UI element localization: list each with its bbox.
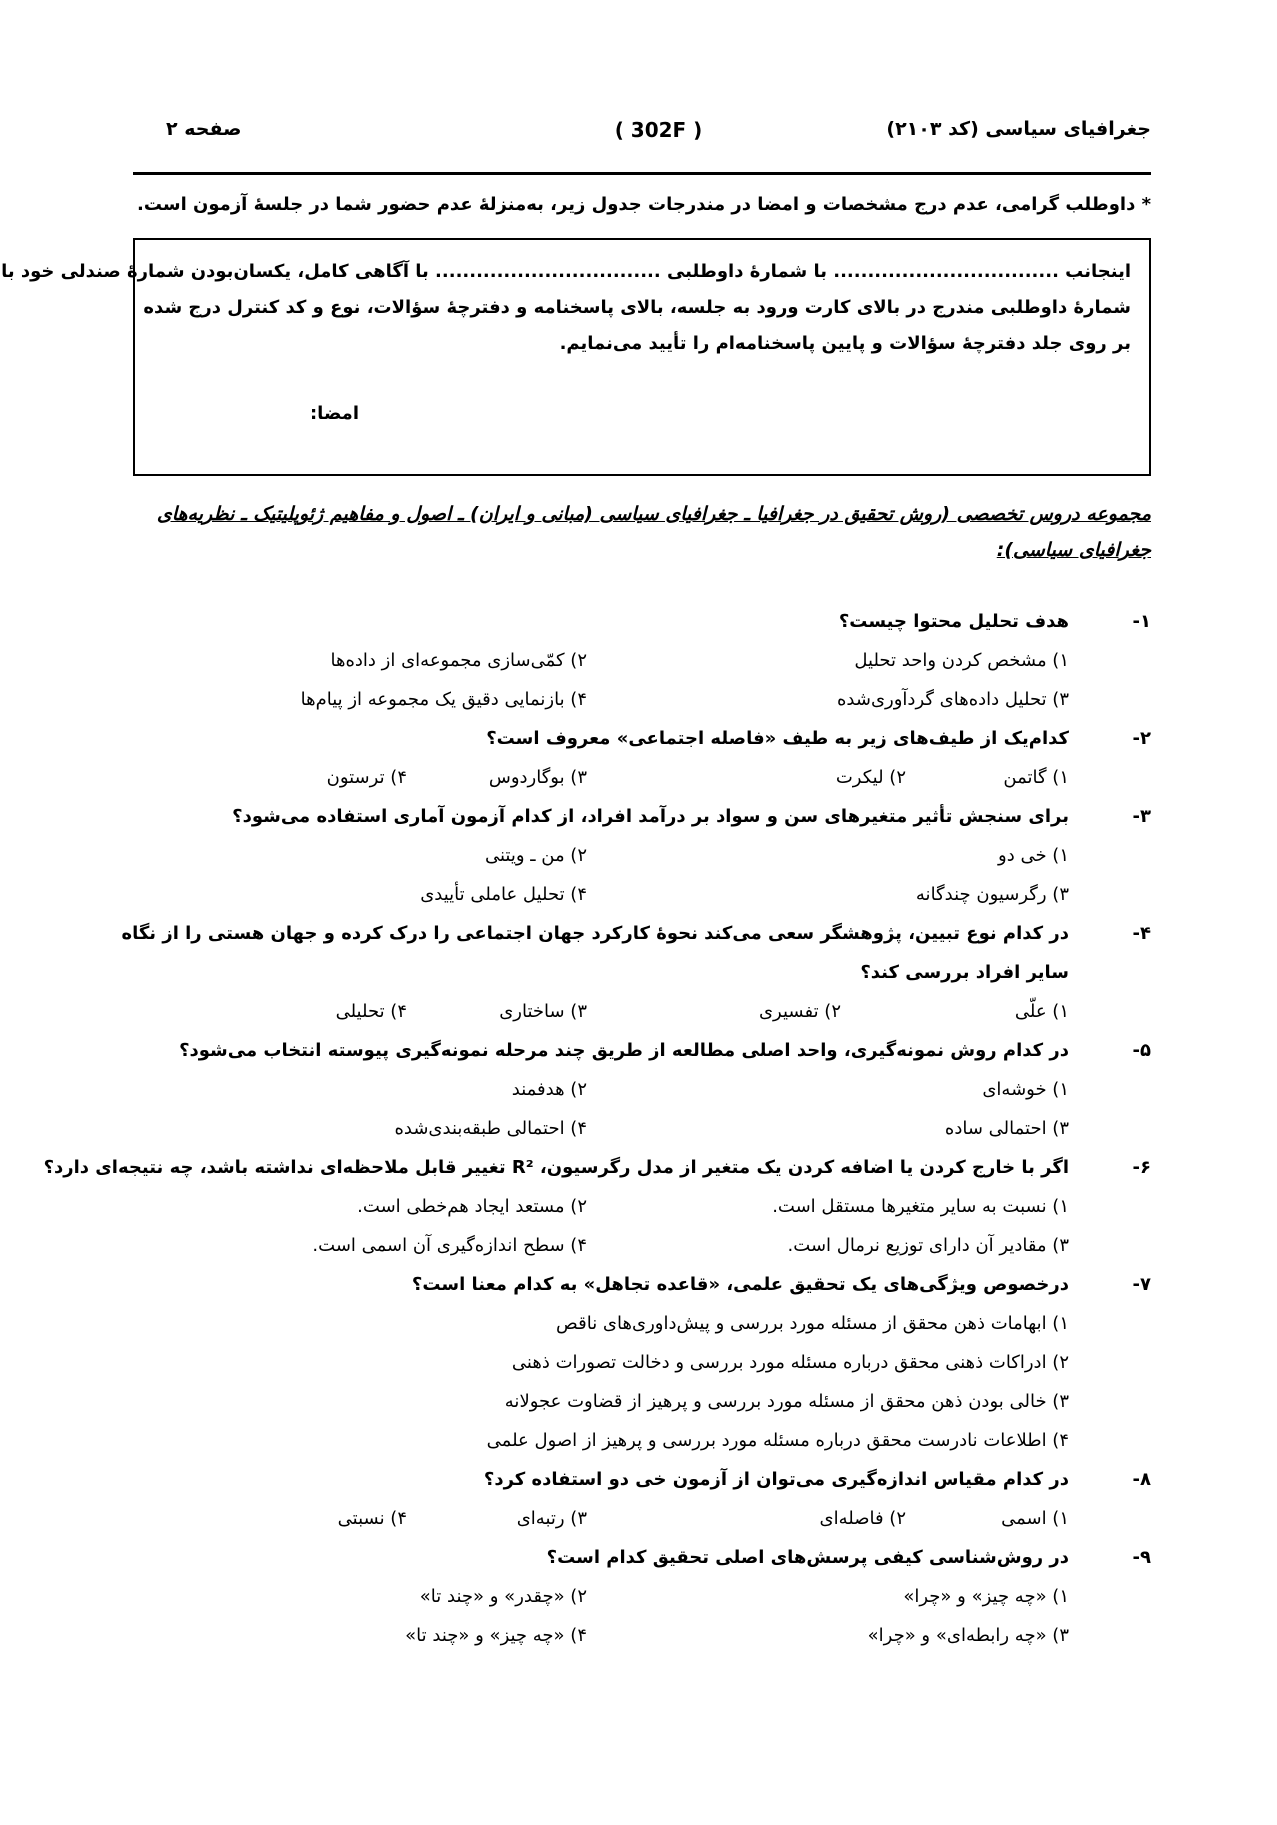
section-title-line-2: جغرافیای سیاسی):: [996, 539, 1151, 561]
page-number: صفحه ۲: [166, 118, 242, 140]
header-rule: [133, 172, 1151, 175]
option-4: ۴) سطح اندازه‌گیری آن اسمی است.: [312, 1235, 587, 1256]
exam-title: جغرافیای سیاسی (کد ۲۱۰۳): [886, 118, 1151, 140]
question-number: ۶-: [1132, 1157, 1151, 1178]
question-text: در کدام نوع تبیین، پژوهشگر سعی می‌کند نحوهٔ کارکرد جهان اجتماعی را درک کرده و جهان هستی را از نگاه: [121, 923, 1069, 944]
option-2: ۲) هدفمند: [511, 1079, 587, 1100]
question-3: [121, 797, 1151, 914]
option-3: ۳) ساختاری: [499, 1001, 587, 1022]
option-2: ۲) لیکرت: [835, 767, 906, 788]
question-6: [43, 1148, 1151, 1265]
option-4: ۴) تحلیل عاملی تأییدی: [420, 884, 587, 905]
option-4: ۴) ترستون: [326, 767, 407, 788]
option-1: ۱) نسبت به سایر متغیرها مستقل است.: [772, 1196, 1069, 1217]
question-text: کدام‌یک از طیف‌های زیر به طیف «فاصله اجتماعی» معروف است؟: [486, 728, 1069, 749]
option-3: ۳) رتبه‌ای: [516, 1508, 587, 1529]
candidate-notice: * داوطلب گرامی، عدم درج مشخصات و امضا در مندرجات جدول زیر، به‌منزلهٔ عدم حضور شما در جلسهٔ آزمون است.: [137, 194, 1151, 215]
option-1: ۱) مشخص کردن واحد تحلیل: [854, 650, 1069, 671]
option-4: ۴) نسبتی: [337, 1508, 407, 1529]
question-text: اگر با خارج کردن یا اضافه کردن یک متغیر از مدل رگرسیون، R² تغییر قابل ملاحظه‌ای نداشته باشد، چه نتیجه‌ای دارد؟: [43, 1157, 1069, 1178]
question-number: ۳-: [1132, 806, 1151, 827]
declaration-line-1: اینجانب ................................. با شمارهٔ داوطلبی ................................. با آگاهی کامل، یکسان‌بودن شمارهٔ صندلی خود با: [1, 261, 1131, 282]
question-9: [121, 1538, 1151, 1655]
option-3: ۳) احتمالی ساده: [944, 1118, 1069, 1139]
option-1: ۱) گاتمن: [1003, 767, 1069, 788]
section-title-line-1: مجموعه دروس تخصصی (روش تحقیق در جغرافیا ـ جغرافیای سیاسی (مبانی و ایران) ـ اصول و مفاهیم ژئوپلیتیک ـ نظریه‌های: [156, 503, 1151, 525]
question-8: [121, 1460, 1151, 1538]
question-text: در کدام مقیاس اندازه‌گیری می‌توان از آزمون خی دو استفاده کرد؟: [483, 1469, 1069, 1490]
option-1: ۱) «چه چیز» و «چرا»: [903, 1586, 1069, 1607]
declaration-box: [1, 238, 1151, 476]
question-5: [121, 1031, 1151, 1148]
page-header: [166, 118, 1151, 152]
option-1: ۱) خوشه‌ای: [982, 1079, 1069, 1100]
option-3: ۳) تحلیل داده‌های گردآوری‌شده: [837, 689, 1069, 710]
question-list: [43, 602, 1151, 1655]
option-4: ۴) بازنمایی دقیق یک مجموعه از پیام‌ها: [300, 689, 587, 710]
option-4: ۴) احتمالی طبقه‌بندی‌شده: [394, 1118, 587, 1139]
option-3: ۳) «چه رابطه‌ای» و «چرا»: [867, 1625, 1069, 1646]
question-number: ۷-: [1132, 1274, 1151, 1295]
question-number: ۲-: [1132, 728, 1151, 749]
question-number: ۱-: [1132, 611, 1151, 632]
option-3: ۳) مقادیر آن دارای توزیع نرمال است.: [787, 1235, 1069, 1256]
question-4: [121, 914, 1151, 1031]
option-1: ۱) ابهامات ذهن محقق از مسئله مورد بررسی و پیش‌داوری‌های ناقص: [556, 1313, 1069, 1334]
option-2: ۲) ادراکات ذهنی محقق درباره مسئله مورد بررسی و دخالت تصورات ذهنی: [511, 1352, 1069, 1373]
question-text-continued: سایر افراد بررسی کند؟: [860, 962, 1069, 983]
option-1: ۱) خی دو: [998, 845, 1069, 866]
option-3: ۳) رگرسیون چندگانه: [915, 884, 1069, 905]
option-1: ۱) اسمی: [1001, 1508, 1069, 1529]
question-7: [121, 1265, 1151, 1460]
section-title: [131, 496, 1151, 568]
declaration-line-2: شمارهٔ داوطلبی مندرج در بالای کارت ورود به جلسه، بالای پاسخنامه و دفترچهٔ سؤالات، نوع و کد کنترل درج شده: [143, 297, 1131, 318]
option-4: ۴) تحلیلی: [335, 1001, 407, 1022]
signature-label: امضا:: [309, 403, 359, 424]
declaration-line-3: بر روی جلد دفترچهٔ سؤالات و پایین پاسخنامه‌ام را تأیید می‌نمایم.: [559, 333, 1131, 354]
question-text: در کدام روش نمونه‌گیری، واحد اصلی مطالعه از طریق چند مرحله نمونه‌گیری پیوسته انتخاب می‌شود؟: [179, 1040, 1069, 1061]
question-text: برای سنجش تأثیر متغیرهای سن و سواد بر درآمد افراد، از کدام آزمون آماری استفاده می‌شود؟: [232, 806, 1069, 827]
question-1: [121, 602, 1151, 719]
question-2: [121, 719, 1151, 797]
option-2: ۲) مستعد ایجاد هم‌خطی است.: [357, 1196, 587, 1217]
question-number: ۴-: [1132, 923, 1151, 944]
option-2: ۲) من ـ ویتنی: [484, 845, 587, 866]
option-4: ۴) «چه چیز» و «چند تا»: [405, 1625, 587, 1646]
option-2: ۲) فاصله‌ای: [819, 1508, 906, 1529]
question-number: ۸-: [1132, 1469, 1151, 1490]
option-3: ۳) خالی بودن ذهن محقق از مسئله مورد بررسی و پرهیز از قضاوت عجولانه: [504, 1391, 1069, 1412]
option-3: ۳) بوگاردوس: [488, 767, 587, 788]
option-2: ۲) کمّی‌سازی مجموعه‌ای از داده‌ها: [330, 650, 587, 671]
option-2: ۲) «چقدر» و «چند تا»: [419, 1586, 587, 1607]
option-2: ۲) تفسیری: [758, 1001, 841, 1022]
question-text: در روش‌شناسی کیفی پرسش‌های اصلی تحقیق کدام است؟: [546, 1547, 1069, 1568]
booklet-code: ( 302F ): [614, 118, 703, 142]
question-number: ۹-: [1132, 1547, 1151, 1568]
option-1: ۱) علّی: [1014, 1001, 1069, 1022]
question-number: ۵-: [1132, 1040, 1151, 1061]
option-4: ۴) اطلاعات نادرست محقق درباره مسئله مورد بررسی و پرهیز از اصول علمی: [486, 1430, 1069, 1451]
question-text: هدف تحلیل محتوا چیست؟: [838, 611, 1069, 632]
question-text: درخصوص ویژگی‌های یک تحقیق علمی، «قاعده تجاهل» به کدام معنا است؟: [411, 1274, 1069, 1295]
